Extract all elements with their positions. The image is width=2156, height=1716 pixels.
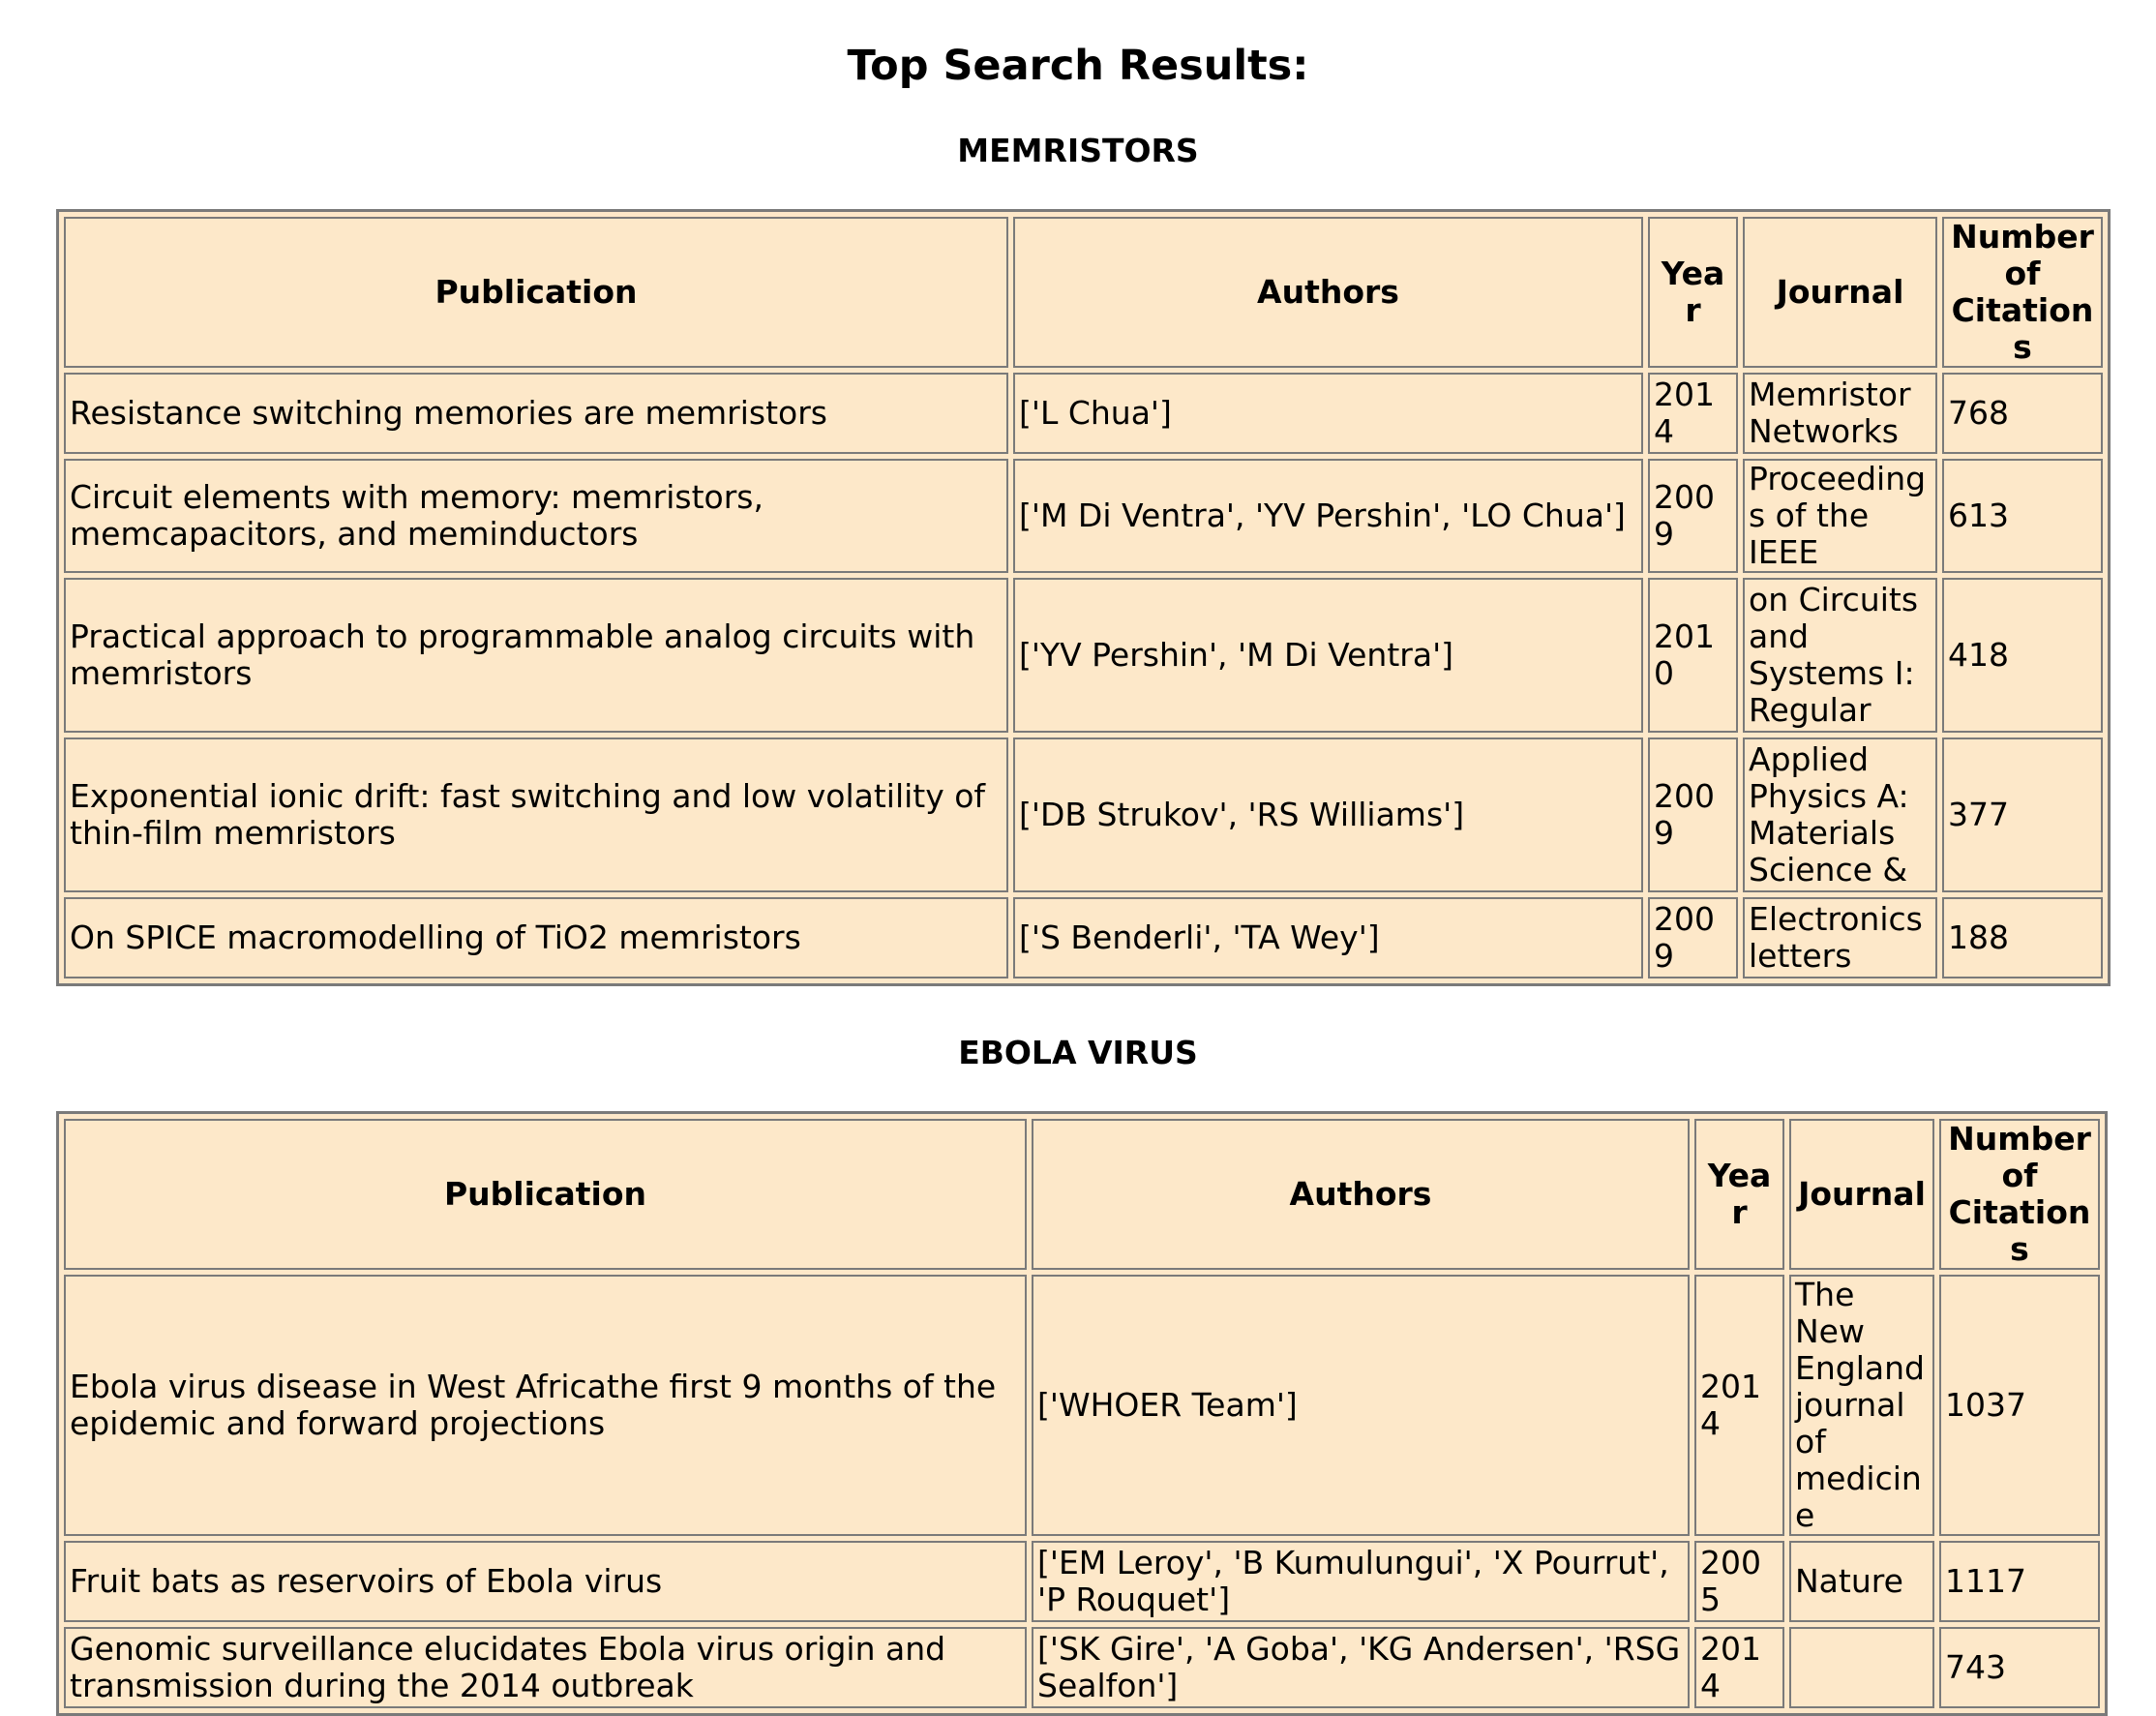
column-header-journal: Journal	[1789, 1119, 1934, 1270]
journal-cell: Nature	[1789, 1541, 1934, 1622]
section-title-ebola-virus: EBOLA VIRUS	[958, 1034, 1198, 1071]
year-cell: 2009	[1648, 459, 1738, 573]
year-cell: 2009	[1648, 738, 1738, 892]
authors-cell: ['DB Strukov', 'RS Williams']	[1013, 738, 1643, 892]
table-header-row	[64, 217, 2103, 368]
authors-cell: ['S Benderli', 'TA Wey']	[1013, 897, 1643, 978]
year-cell: 2005	[1694, 1541, 1784, 1622]
publication-cell: Practical approach to programmable analog circuits with memristors	[64, 578, 1008, 733]
journal-cell	[1789, 1627, 1934, 1708]
journal-cell: The New England journal of medicine	[1789, 1275, 1934, 1536]
column-header-publication: Publication	[64, 217, 1008, 368]
citations-cell: 1117	[1939, 1541, 2100, 1622]
citations-cell: 743	[1939, 1627, 2100, 1708]
table-row	[64, 897, 2103, 978]
citations-cell: 377	[1942, 738, 2103, 892]
table-row	[64, 578, 2103, 733]
table-row	[64, 459, 2103, 573]
journal-cell: on Circuits and Systems I: Regular	[1743, 578, 1937, 733]
authors-cell: ['EM Leroy', 'B Kumulungui', 'X Pourrut', 'P Rouquet']	[1032, 1541, 1690, 1622]
column-header-citations: Number of Citations	[1939, 1119, 2100, 1270]
citations-cell: 613	[1942, 459, 2103, 573]
table-row	[64, 1627, 2100, 1708]
column-header-year: Year	[1694, 1119, 1784, 1270]
column-header-journal: Journal	[1743, 217, 1937, 368]
publication-cell: Fruit bats as reservoirs of Ebola virus	[64, 1541, 1027, 1622]
publication-cell: On SPICE macromodelling of TiO2 memristors	[64, 897, 1008, 978]
table-row	[64, 738, 2103, 892]
authors-cell: ['M Di Ventra', 'YV Pershin', 'LO Chua']	[1013, 459, 1643, 573]
journal-cell: Proceedings of the IEEE	[1743, 459, 1937, 573]
authors-cell: ['YV Pershin', 'M Di Ventra']	[1013, 578, 1643, 733]
table-row	[64, 1275, 2100, 1536]
column-header-year: Year	[1648, 217, 1738, 368]
citations-cell: 418	[1942, 578, 2103, 733]
publication-cell: Ebola virus disease in West Africathe first 9 months of the epidemic and forward projections	[64, 1275, 1027, 1536]
publication-cell: Circuit elements with memory: memristors, memcapacitors, and meminductors	[64, 459, 1008, 573]
column-header-publication: Publication	[64, 1119, 1027, 1270]
journal-cell: Memristor Networks	[1743, 373, 1937, 454]
column-header-authors: Authors	[1013, 217, 1643, 368]
year-cell: 2009	[1648, 897, 1738, 978]
publication-cell: Exponential ionic drift: fast switching and low volatility of thin-film memristors	[64, 738, 1008, 892]
year-cell: 2014	[1648, 373, 1738, 454]
table-header-row	[64, 1119, 2100, 1270]
journal-cell: Electronics letters	[1743, 897, 1937, 978]
year-cell: 2014	[1694, 1275, 1784, 1536]
year-cell: 2014	[1694, 1627, 1784, 1708]
table-row	[64, 373, 2103, 454]
column-header-citations: Number of Citations	[1942, 217, 2103, 368]
page-title: Top Search Results:	[847, 42, 1309, 90]
results-table-ebola-virus	[56, 1111, 2108, 1716]
publication-cell: Resistance switching memories are memristors	[64, 373, 1008, 454]
table-row	[64, 1541, 2100, 1622]
citations-cell: 768	[1942, 373, 2103, 454]
column-header-authors: Authors	[1032, 1119, 1690, 1270]
section-title-memristors: MEMRISTORS	[957, 132, 1199, 169]
results-table-memristors	[56, 209, 2111, 986]
citations-cell: 188	[1942, 897, 2103, 978]
publication-cell: Genomic surveillance elucidates Ebola virus origin and transmission during the 2014 outbreak	[64, 1627, 1027, 1708]
citations-cell: 1037	[1939, 1275, 2100, 1536]
authors-cell: ['SK Gire', 'A Goba', 'KG Andersen', 'RSG Sealfon']	[1032, 1627, 1690, 1708]
authors-cell: ['WHOER Team']	[1032, 1275, 1690, 1536]
journal-cell: Applied Physics A: Materials Science &	[1743, 738, 1937, 892]
year-cell: 2010	[1648, 578, 1738, 733]
authors-cell: ['L Chua']	[1013, 373, 1643, 454]
